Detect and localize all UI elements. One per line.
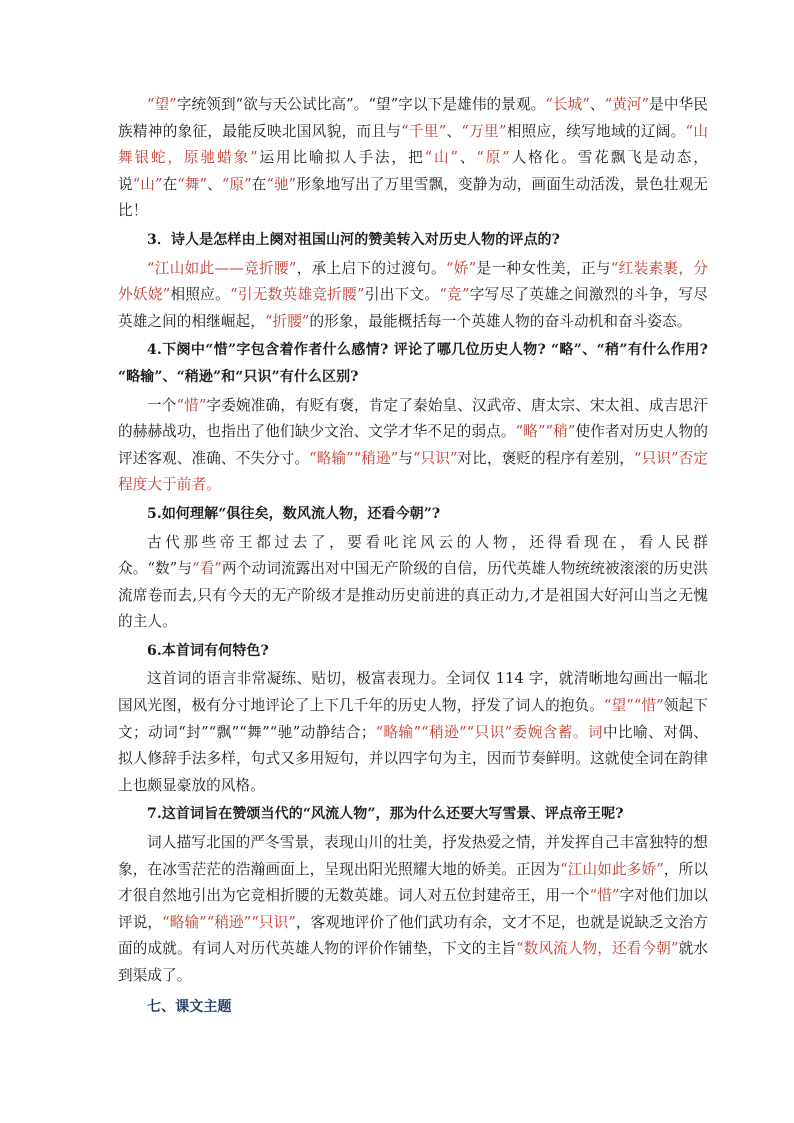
- highlighted-phrase: “舞”: [177, 175, 208, 193]
- highlighted-phrase: “望”: [147, 96, 177, 113]
- highlighted-phrase: “引无数英雄竞折腰”: [230, 286, 365, 304]
- highlighted-phrase: “黄河”: [604, 96, 650, 113]
- text-run: 古代那些帝王都过去了，要看叱诧风云的人物，还得看现在，看人民群众。“数”与: [118, 533, 708, 578]
- text-run: 的形象，最能概括每一个英雄人物的奋斗动机和奋斗姿态。: [309, 312, 692, 330]
- highlighted-phrase: “江山如此多娇”: [560, 860, 664, 878]
- answer-paragraph: [118, 393, 708, 499]
- text-run: 、: [589, 96, 605, 113]
- text-run: 7.这首词旨在赞颂当代的“风流人物”，那为什么还要大写雪景、评点帝王呢?: [147, 806, 624, 823]
- text-run: 形象地写出了万里雪飘，变静为动，画面生动活泼，景色壮观无比！: [118, 175, 708, 220]
- text-run: 词人描写北国的严冬雪景，表现山川的壮美，抒发热爱之情，并发挥自己丰富独特的想象，在冰雪茫茫的浩瀚画面上，呈现出阳光照耀大地的娇美。正因为: [118, 834, 708, 878]
- text-run: 运用比喻拟人手法，把: [257, 149, 425, 167]
- highlighted-phrase: “看”: [192, 560, 222, 578]
- highlighted-phrase: “原”: [476, 149, 510, 167]
- highlighted-phrase: “惜”: [176, 396, 207, 414]
- question-heading: [118, 801, 708, 828]
- text-run: 字写尽了英雄之间激烈的斗争，写尽英雄之间的相继崛起，: [118, 286, 708, 330]
- text-run: 6.本首词有何特色?: [147, 642, 269, 659]
- section-heading: 七、课文主题: [147, 998, 232, 1015]
- text-run: 相照应。: [170, 286, 231, 304]
- text-run: 就水到渠成了。: [118, 940, 709, 984]
- text-run: 人格化。雪花飘飞是动态，说: [118, 149, 708, 193]
- answer-paragraph: [118, 92, 708, 225]
- highlighted-phrase: “只识”否定程度大于前者。: [118, 449, 708, 494]
- text-run: ，承上启下的过渡句。: [296, 259, 446, 277]
- highlighted-phrase: “万里”: [461, 122, 507, 140]
- text-run: ，所以才很自然地引出为它竞相折腰的无数英雄。词人对五位封建帝王，用一个: [118, 860, 708, 905]
- highlighted-phrase: “原”: [221, 175, 252, 193]
- highlighted-phrase: “红装素裹，分外妖娆”: [118, 259, 708, 304]
- question-heading: [118, 501, 708, 528]
- highlighted-phrase: “略”“稍”: [515, 423, 576, 441]
- highlighted-phrase: “山”: [132, 175, 163, 193]
- text-run: 使作者对历史人物的评述客观、准确、不失分寸。: [118, 423, 709, 467]
- answer-paragraph: [118, 530, 708, 636]
- text-run: 对比，褒贬的程序有差别，: [457, 449, 635, 467]
- highlighted-phrase: “略输”“稍逊”“只识”委婉含蓄。词: [375, 723, 603, 741]
- text-run: 在: [162, 175, 178, 193]
- highlighted-phrase: “惜”: [589, 887, 620, 905]
- question-heading: [118, 638, 708, 665]
- text-run: 是一种女性美，正与: [476, 259, 611, 277]
- highlighted-phrase: “山舞银蛇，原驰蜡象”: [118, 122, 709, 167]
- highlighted-phrase: “竞”: [439, 286, 470, 304]
- text-run: 中比喻、对偶、拟人修辞手法多样，句式又多用短句，并以四字句为主，因而节奏鲜明。这就使全词在韵律上也颇显豪放的风格。: [118, 723, 708, 794]
- highlighted-phrase: “只识”: [412, 449, 458, 467]
- text-run: 是中华民族精神的象征，最能反映北国风貌，而且与: [118, 96, 708, 140]
- highlighted-phrase: “娇”: [445, 259, 477, 277]
- text-run: 字对他们加以评说，: [118, 887, 708, 931]
- text-run: 在: [251, 175, 267, 193]
- highlighted-phrase: “望”“惜”: [604, 697, 664, 715]
- text-run: 相照应，续写地域的辽阔。: [506, 122, 686, 140]
- highlighted-phrase: “折腰”: [264, 312, 310, 330]
- text-run: 引出下文。: [364, 286, 440, 304]
- text-run: 、: [446, 122, 462, 140]
- text-run: 、: [458, 149, 477, 167]
- highlighted-phrase: “略输”“稍逊”: [309, 449, 399, 467]
- answer-paragraph: [118, 830, 708, 990]
- highlighted-phrase: “长城”: [545, 96, 590, 113]
- text-run: 两个动词流露出对中国无产阶级的自信，历代英雄人物统统被滚滚的历史洪流席卷而去,只有今天的无产阶级才是推动历史前进的真正动力,才是祖国大好河山当之无愧的主人。: [118, 560, 708, 631]
- text-run: 5.如何理解“俱往矣，数风流人物，还看今朝”?: [147, 505, 441, 522]
- text-run: 4.下阕中“惜”字包含着作者什么感情? 评论了哪几位历史人物? “略”、“稍”有什么作用? “略输”、“稍逊”和“只识”有什么区别?: [118, 342, 708, 385]
- highlighted-phrase: “数风流人物，还看今朝”: [515, 940, 679, 958]
- text-run: 与: [398, 449, 413, 467]
- answer-paragraph: [118, 666, 708, 799]
- answer-paragraph: [118, 256, 708, 336]
- text-run: 字统领到“欲与天公试比高”。“望”字以下是雄伟的景观。: [176, 96, 546, 113]
- text-run: 一个: [147, 396, 177, 414]
- highlighted-phrase: “驰”: [266, 175, 297, 193]
- text-run: ，客观地评价了他们武功有余，文才不足，也就是说缺乏文治方面的成就。有词人对历代英雄人物的评价作铺垫，下文的主旨: [118, 913, 708, 958]
- text-run: 、: [207, 175, 222, 193]
- highlighted-phrase: “江山如此——竞折腰”: [147, 259, 297, 277]
- question-heading: [118, 227, 708, 254]
- text-run: 3．诗人是怎样由上阕对祖国山河的赞美转入对历史人物的评点的?: [147, 231, 560, 248]
- text-run: 这首词的语言非常凝练、贴切，极富表现力。全词仅 114 字，就清晰地勾画出一幅北国风光图，极有分寸地评论了上下几千年的历史人物，抒发了词人的抱负。: [118, 670, 708, 715]
- question-heading: [118, 337, 708, 390]
- highlighted-phrase: “千里”: [401, 122, 447, 140]
- text-run: 字委婉准确，有贬有褒，肯定了秦始皇、汉武帝、唐太宗、宋太祖、成吉思汗的赫赫战功，也指出了他们缺少文治、文学才华不足的弱点。: [118, 396, 709, 441]
- highlighted-phrase: “山”: [424, 149, 459, 167]
- text-run: 领起下文；动词“封”“飘”“舞”“驰”动静结合；: [118, 697, 708, 741]
- document-body: [118, 92, 708, 990]
- highlighted-phrase: “略输”“稍逊”“只识”: [162, 913, 296, 931]
